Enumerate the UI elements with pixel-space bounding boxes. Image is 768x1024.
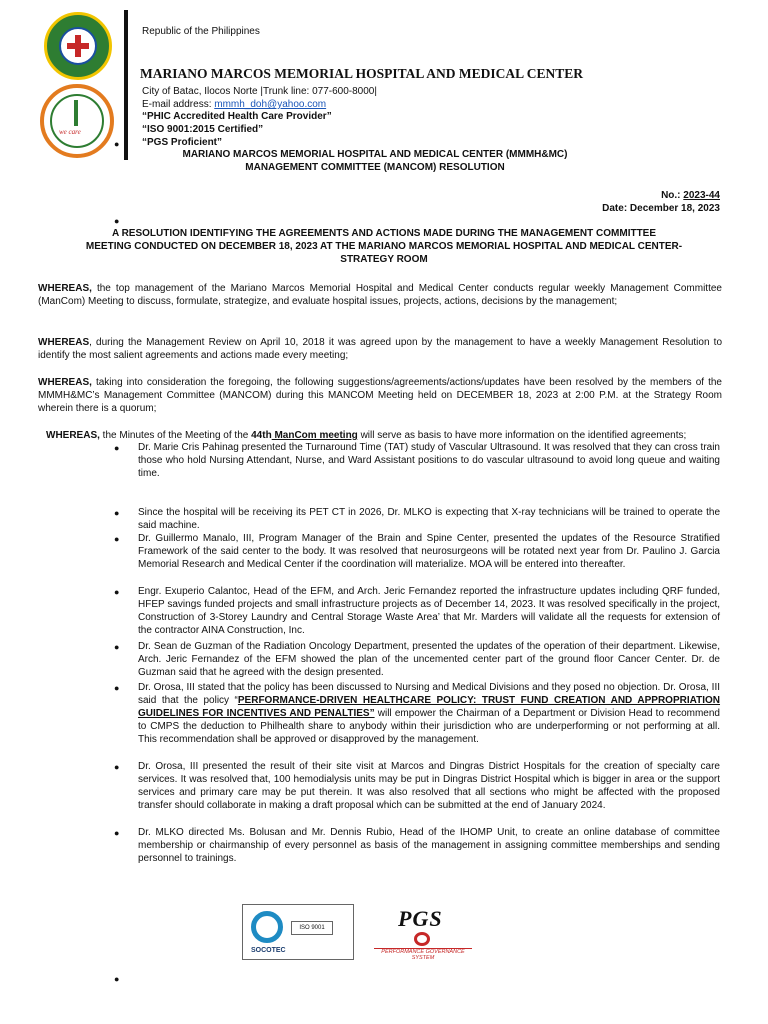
meeting-name: ManCom meeting [271, 430, 358, 441]
whereas-text: taking into consideration the foregoing, the following suggestions/agreements/actions/updates have been resolved by the members of the MMMH&MC’s Management Committee (MANCOM) during this MANCOM Meeting held on DECEMBER 18, 2023 at 2:00 P.M. at the Strategy Room wherein there is a quorum; [38, 377, 722, 414]
header-divider [124, 10, 128, 160]
whereas-text: the Minutes of the Meeting of the [99, 430, 252, 441]
socotec-iso-logo [242, 904, 354, 960]
resolution-title: MARIANO MARCOS MEMORIAL HOSPITAL AND MEDICAL CENTER (MMMH&MC) [182, 149, 568, 160]
policy-title: PERFORMANCE-DRIVEN HEALTHCARE POLICY: TRUST FUND CREATION AND APPROPRIATION GUIDELINES FOR INCENTIVES AND PENALTIES” [138, 695, 721, 719]
email-link[interactable]: mmmh_doh@yahoo.com [214, 99, 327, 110]
pgs-logo [374, 904, 472, 960]
email-line [142, 99, 326, 110]
whereas-label: WHEREAS, [38, 377, 92, 388]
whereas-label: WHEREAS, [38, 283, 92, 294]
list-item: Dr. MLKO directed Ms. Bolusan and Mr. Dennis Rubio, Head of the IHOMP Unit, to create an online database of committee membership or chairmanship of every personnel as basis of the management in assigning committee memberships and sending personnel to trainings. [138, 827, 720, 864]
list-item: Dr. Guillermo Manalo, III, Program Manager of the Brain and Spine Center, presented the updates of the Resource Stratified Framework of the said center to the body. It was resolved that neurosurgeons will be rotated next year from Dr. Paulino J. Garcia Memorial Research and Medical Center if the coordination will materialize. MOA will be entered into thereafter. [138, 533, 720, 570]
whereas-paragraph [38, 282, 722, 308]
hospital-name: MARIANO MARCOS MEMORIAL HOSPITAL AND MEDICAL CENTER [140, 66, 584, 81]
bullet-marker: ● [114, 139, 120, 149]
bullet-marker: ● [114, 443, 120, 453]
list-item: Engr. Exuperio Calantoc, Head of the EFM, and Arch. Jeric Fernandez reported the infrastructure updates including QRF funded, HFEP savings funded projects and small infrastructure projects as of December 14, 2023. It was resolved specifically in the project, Construction of 3-Storey Laundry and Central Storage Waste Area’ that Mr. Marders will validate all the requests for extension of the contractor AINA Construction, Inc. [138, 586, 720, 636]
address-line: City of Batac, Ilocos Norte |Trunk line: 077-600-8000| [142, 86, 377, 97]
whereas-label: WHEREAS [38, 337, 90, 348]
pgs-tagline: PERFORMANCE GOVERNANCE SYSTEM [374, 948, 472, 961]
whereas-text: the top management of the Mariano Marcos Memorial Hospital and Medical Center conducts regular weekly Management Committee (ManCom) Meeting to discuss, formulate, strategize, and evaluate hospital issues, projects, actions, decisions by the management; [38, 283, 722, 307]
resolution-number-label: No.: [661, 190, 684, 201]
list-item-text: will empower the Chairman of a Department or Division Head to recommend to CMPS the deduction to Philhealth share to anybody within their jurisdiction who are underperforming or not performing at all. This recommendation shall be approved or disapproved by the management. [138, 708, 720, 745]
bullet-marker: ● [114, 534, 120, 544]
resolution-number-value: 2023-44 [683, 190, 720, 201]
hospital-seal-logo [40, 84, 114, 158]
list-item: Since the hospital will be receiving its PET CT in 2026, Dr. MLKO is expecting that X-ray technicians will be trained to operate the said machine. [138, 507, 720, 531]
resolution-number [661, 190, 720, 201]
list-item-text: Dr. Orosa, III stated that the policy has been discussed to Nursing and Medical Divisions and they posed no objection. Dr. Orosa, III said that the policy “ [138, 682, 720, 706]
subject-line: MEETING CONDUCTED ON DECEMBER 18, 2023 AT THE MARIANO MARCOS MEMORIAL HOSPITAL AND MEDICAL CENTER- [85, 241, 683, 252]
subject-line: A RESOLUTION IDENTIFYING THE AGREEMENTS AND ACTIONS MADE DURING THE MANAGEMENT COMMITTEE [111, 228, 657, 239]
list-item [138, 681, 720, 746]
email-label: E-mail address: [142, 99, 215, 110]
bullet-marker: ● [114, 762, 120, 772]
whereas-paragraph [38, 376, 722, 415]
resolution-date: Date: December 18, 2023 [602, 203, 720, 214]
whereas-paragraph [38, 336, 722, 362]
list-item: Dr. Orosa, III presented the result of their site visit at Marcos and Dingras District Hospitals for the creation of specialty care services. It was resolved that, 100 hemodialysis units may be put in Dingras District Hospital which is bigger in area or the support services and primary care may be put therein. It was also resolved that all sections who might be affected with the proposed transfer should collaborate in making a draft proposal which can be submitted at the end of January 2024. [138, 761, 720, 811]
bullet-marker: ● [114, 508, 120, 518]
meeting-number: 44th [251, 430, 272, 441]
list-item: Dr. Sean de Guzman of the Radiation Oncology Department, presented the updates of the operation of their department. Likewise, Arch. Jeric Fernandez of the EFM showed the plan of the uncemented center part of the ground floor Cancer Center. Dr. de Guzman said that he agreed with the design presented. [138, 641, 720, 678]
resolution-subtitle: MANAGEMENT COMMITTEE (MANCOM) RESOLUTION [245, 162, 505, 173]
bullet-marker: ● [114, 974, 120, 984]
socotec-label: SOCOTEC [251, 947, 286, 954]
certification-pgs: “PGS Proficient” [142, 137, 223, 148]
certification-phic: “PHIC Accredited Health Care Provider” [142, 111, 332, 122]
subject-line: STRATEGY ROOM [340, 254, 428, 265]
bullet-marker: ● [114, 683, 120, 693]
bullet-marker: ● [114, 587, 120, 597]
bullet-marker: ● [114, 828, 120, 838]
seal-motto: we care [59, 128, 81, 136]
list-item: Dr. Marie Cris Pahinag presented the Turnaround Time (TAT) study of Vascular Ultrasound. It was resolved that they can cross train those who hold Nursing Attendant, Nurse, and Ward Assistant positions to do vascular ultrasound to avoid long queue and waiting time. [138, 442, 720, 479]
iso-label: ISO 9001 [291, 921, 333, 935]
doh-seal-logo [44, 12, 112, 80]
country-line: Republic of the Philippines [142, 26, 260, 37]
whereas-text: , during the Management Review on April 10, 2018 it was agreed upon by the management to have a weekly Management Resolution to identify the most salient agreements and actions made every meeting; [38, 337, 722, 361]
bullet-marker: ● [114, 642, 120, 652]
whereas-label: WHEREAS, [46, 430, 100, 441]
pgs-mark: PGS [398, 906, 443, 931]
whereas-text: will serve as basis to have more information on the identified agreements; [357, 430, 687, 441]
bullet-marker: ● [114, 216, 120, 226]
certification-iso: “ISO 9001:2015 Certified” [142, 124, 264, 135]
